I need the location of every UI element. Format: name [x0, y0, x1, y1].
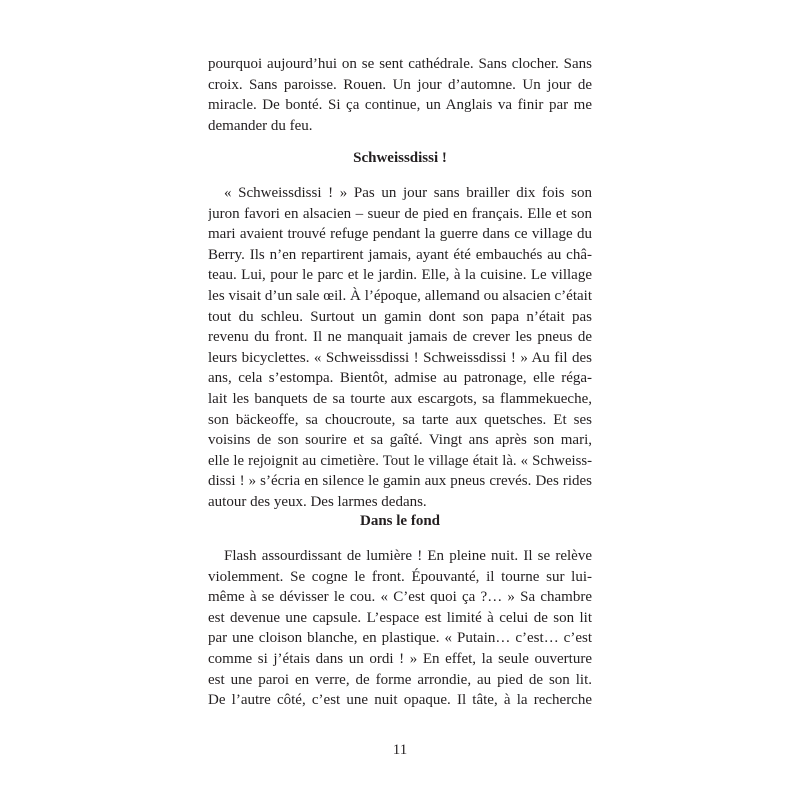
paragraph-1: [208, 54, 592, 136]
text-line: même à se dévisser le cou. « C’est quoi ça ?… » Sa chambre: [208, 589, 592, 606]
section-heading-schweissdissi: Schweissdissi !: [353, 150, 447, 166]
text-line: lait les banquets de sa tourte aux escargots, sa flammekueche,: [208, 390, 592, 407]
text-line: revenu du front. Il ne manquait jamais de crever les pneus de: [208, 329, 592, 346]
text-line: dissi ! » s’écria en silence le gamin aux pneus crevés. Des rides: [208, 473, 592, 490]
section-heading-dans-le-fond: Dans le fond: [359, 513, 441, 529]
text-line: voisins de son sourire et sa gaîté. Vingt ans après son mari,: [208, 432, 592, 449]
text-line: « Schweissdissi ! » Pas un jour sans brailler dix fois son: [224, 185, 592, 201]
text-line: teau. Lui, pour le parc et le jardin. Elle, à la cuisine. Le village: [208, 267, 592, 284]
text-line: De l’autre côté, c’est une nuit opaque. Il tâte, à la recherche: [208, 692, 592, 709]
text-line: Berry. Ils n’en repartirent jamais, ayant été embauchés au châ-: [208, 246, 592, 263]
page-number: 11: [392, 742, 408, 758]
text-line: tout du schleu. Surtout un gamin dont son papa n’était pas: [208, 308, 592, 325]
text-line: mari avaient trouvé refuge pendant la guerre dans ce village du: [208, 226, 592, 243]
text-line: Flash assourdissant de lumière ! En pleine nuit. Il se relève: [224, 548, 592, 564]
text-line: ans, cela s’estompa. Bientôt, admise au patronage, elle réga-: [208, 370, 592, 387]
text-line: les visait d’un sale œil. À l’époque, allemand ou alsacien c’était: [208, 287, 592, 304]
text-line: leurs bicyclettes. « Schweissdissi ! Schweissdissi ! » Au fil des: [208, 349, 592, 366]
text-line: est une paroi en verre, de forme arrondie, au pied de son lit.: [208, 671, 592, 688]
text-line: autour des yeux. Des larmes dedans.: [208, 493, 427, 510]
text-line: par une cloison blanche, en plastique. « Putain… c’est… c’est: [208, 630, 592, 647]
text-line: miracle. De bonté. Si ça continue, un Anglais va finir par me: [208, 97, 592, 114]
text-line: croix. Sans paroisse. Rouen. Un jour d’automne. Un jour de: [208, 76, 592, 93]
text-line: juron favori en alsacien – sueur de pied en français. Elle et son: [208, 205, 592, 222]
paragraph-dans-le-fond: [208, 546, 592, 711]
text-line: elle le rejoignit au cimetière. Tout le village était là. « Schweiss-: [208, 452, 592, 469]
text-line: son bäckeoffe, sa choucroute, sa tarte aux quetsches. Et ses: [208, 411, 592, 428]
text-line: pourquoi aujourd’hui on se sent cathédrale. Sans clocher. Sans: [208, 56, 592, 72]
text-line: est devenue une capsule. L’espace est limité à celui de son lit: [208, 609, 592, 626]
text-line: demander du feu.: [208, 117, 313, 134]
text-line: comme si j’étais dans un ordi ! » En effet, la seule ouverture: [208, 650, 592, 667]
paragraph-schweissdissi: [208, 183, 592, 513]
text-line: violemment. Se cogne le front. Épouvanté, il tourne sur lui-: [208, 568, 592, 585]
